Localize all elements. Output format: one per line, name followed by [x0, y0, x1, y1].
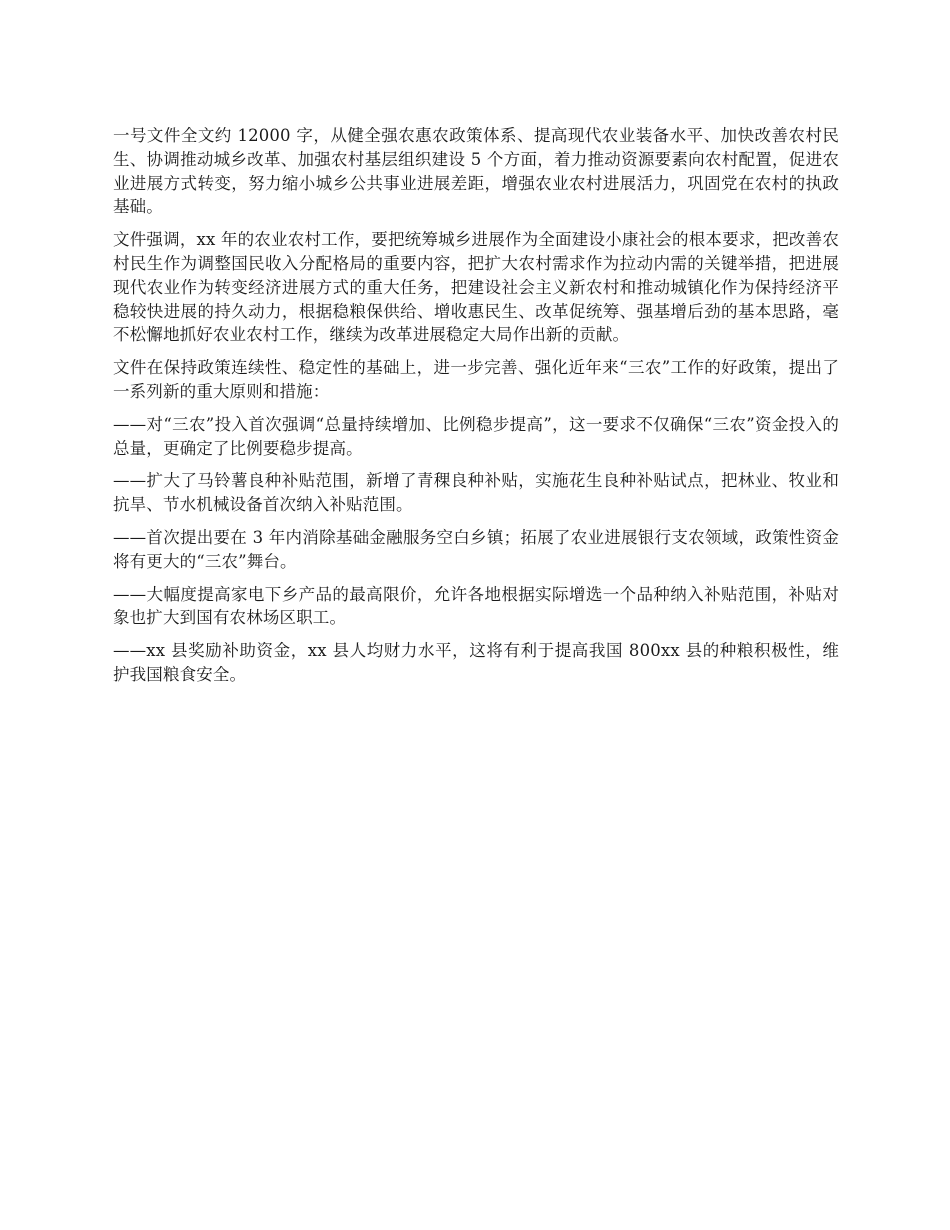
paragraph-overview: 一号文件全文约 12000 字，从健全强农惠农政策体系、提高现代农业装备水平、加快改善农村民生、协调推动城乡改革、加强农村基层组织建设 5 个方面，着力推动资源要素向农村配置，促进农业进展方式转变，努力缩小城乡公共事业进展差距，增强农业农村进展活力，巩固党在农村的执政基础。 — [113, 126, 839, 217]
paragraph-measure-county: ——xx 县奖励补助资金，xx 县人均财力水平，这将有利于提高我国 800xx 县的种粮积极性，维护我国粮食安全。 — [113, 641, 839, 684]
paragraph-measure-finance: ——首次提出要在 3 年内消除基础金融服务空白乡镇；拓展了农业进展银行支农领域，政策性资金将有更大的“三农”舞台。 — [113, 527, 839, 571]
paragraph-measure-appliances: ——大幅度提高家电下乡产品的最高限价，允许各地根据实际增选一个品种纳入补贴范围，补贴对象也扩大到国有农林场区职工。 — [113, 584, 839, 628]
paragraph-measure-investment: ——对“三农”投入首次强调“总量持续增加、比例稳步提高”，这一要求不仅确保“三农”资金投入的总量，更确定了比例要稳步提高。 — [113, 414, 839, 458]
paragraph-measure-subsidy: ——扩大了马铃薯良种补贴范围，新增了青稞良种补贴，实施花生良种补贴试点，把林业、牧业和抗旱、节水机械设备首次纳入补贴范围。 — [113, 471, 839, 515]
paragraph-policy-intro: 文件在保持政策连续性、稳定性的基础上，进一步完善、强化近年来“三农”工作的好政策，提出了一系列新的重大原则和措施： — [113, 358, 839, 401]
document-body — [113, 124, 839, 696]
paragraph-emphasis: 文件强调，xx 年的农业农村工作，要把统筹城乡进展作为全面建设小康社会的根本要求，把改善农村民生作为调整国民收入分配格局的重要内容，把扩大农村需求作为拉动内需的关键举措，把进展现代农业作为转变经济进展方式的重大任务，把建设社会主义新农村和推动城镇化作为保持经济平稳较快进展的持久动力，根据稳粮保供给、增收惠民生、改革促统筹、强基增后劲的基本思路，毫不松懈地抓好农业农村工作，继续为改革进展稳定大局作出新的贡献。 — [113, 230, 839, 345]
